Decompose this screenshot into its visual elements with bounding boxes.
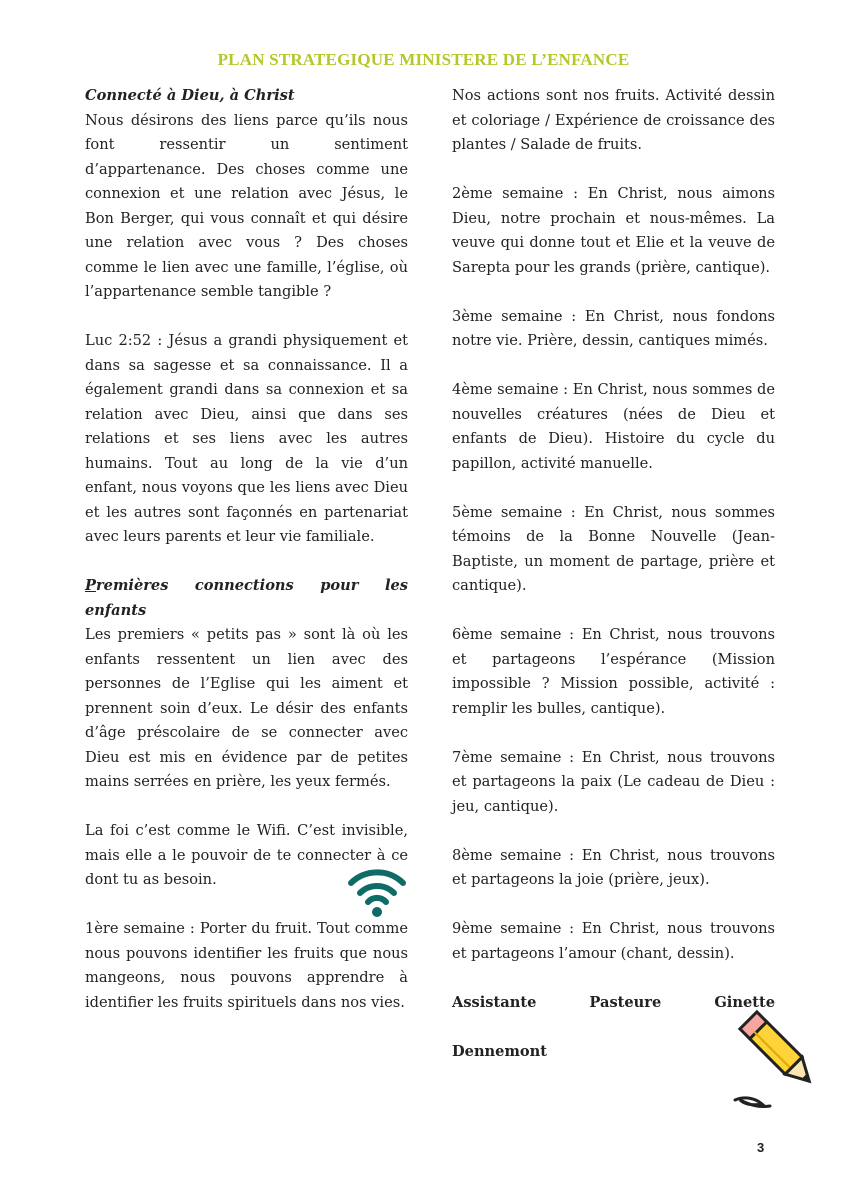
signature-line-1: Assistante Pasteure Ginette — [452, 993, 775, 1011]
paragraph-week-9: 9ème semaine : En Christ, nous trouvons et partageons l’amour (chant, dessin). — [452, 920, 775, 962]
paragraph-week-8: 8ème semaine : En Christ, nous trouvons et partageons la joie (prière, jeux). — [452, 846, 775, 888]
heading-first-letter: P — [85, 577, 96, 594]
pencil-icon — [730, 1008, 847, 1116]
paragraph-week-4: 4ème semaine : En Christ, nous sommes de nouvelles créatures (nées de Dieu et enfants de Dieu). Histoire du cycle du papillon, activité manuelle. — [452, 381, 775, 472]
paragraph-week-5: 5ème semaine : En Christ, nous sommes témoins de la Bonne Nouvelle (Jean-Baptiste, un moment de partage, prière et cantique). — [452, 503, 775, 594]
page-number: 3 — [757, 1140, 765, 1155]
paragraph-week-1: 1ère semaine : Porter du fruit. Tout comme nous pouvons identifier les fruits que nous mangeons, nous pouvons apprendre à identifier les fruits spirituels dans nos vies. — [85, 920, 408, 1011]
paragraph-week-7: 7ème semaine : En Christ, nous trouvons et partageons la paix (Le cadeau de Dieu : jeu, cantique). — [452, 748, 775, 815]
paragraph-wifi: La foi c’est comme le Wifi. C’est invisible, mais elle a le pouvoir de te connecter à ce dont tu as besoin. — [85, 822, 408, 888]
paragraph-luke: Luc 2:52 : Jésus a grandi physiquement et dans sa sagesse et sa connaissance. Il a également grandi dans sa connexion et sa relation avec Dieu, ainsi que dans ses relations et ses liens avec les autres humains. Tout au long de la vie d’un enfant, nous voyons que les liens avec Dieu et les autres sont façonnés en partenariat avec leurs parents et leur vie familiale. — [85, 332, 408, 545]
wifi-icon — [346, 866, 408, 918]
section-heading-first-connections — [85, 574, 408, 623]
paragraph-belonging: Nous désirons des liens parce qu’ils nous font ressentir un sentiment d’appartenance. Des choses comme une connexion et une relation avec Jésus, le Bon Berger, qui vous connaît et qui désire une relation avec vous ? Des choses comme le lien avec une famille, l’église, où l’appartenance semble tangible ? — [85, 111, 408, 300]
right-column — [452, 84, 775, 1089]
paragraph-fruits: Nos actions sont nos fruits. Activité dessin et coloriage / Expérience de croissance des plantes / Salade de fruits. — [452, 87, 775, 153]
paragraph-week-2: 2ème semaine : En Christ, nous aimons Dieu, notre prochain et nous-mêmes. La veuve qui donne tout et Elie et la veuve de Sarepta pour les grands (prière, cantique). — [452, 185, 775, 276]
paragraph-first-steps: Les premiers « petits pas » sont là où les enfants ressentent un lien avec des personnes de l’Eglise qui les aiment et prennent soin d’eux. Le désir des enfants d’âge préscolaire de se connecter avec Dieu est mis en évidence par de petites mains serrées en prière, les yeux fermés. — [85, 626, 408, 790]
section-heading-connected: Connecté à Dieu, à Christ — [85, 87, 295, 104]
paragraph-week-6: 6ème semaine : En Christ, nous trouvons et partageons l’espérance (Mission impossible ? Mission possible, activité : remplir les bulles, cantique). — [452, 626, 775, 717]
signature-line-2: Dennemont — [452, 1042, 547, 1060]
page-title: PLAN STRATEGIQUE MINISTERE DE L’ENFANCE — [217, 50, 630, 69]
heading-rest: remières connections pour les enfants — [85, 577, 408, 619]
paragraph-week-3: 3ème semaine : En Christ, nous fondons notre vie. Prière, dessin, cantiques mimés. — [452, 307, 775, 349]
